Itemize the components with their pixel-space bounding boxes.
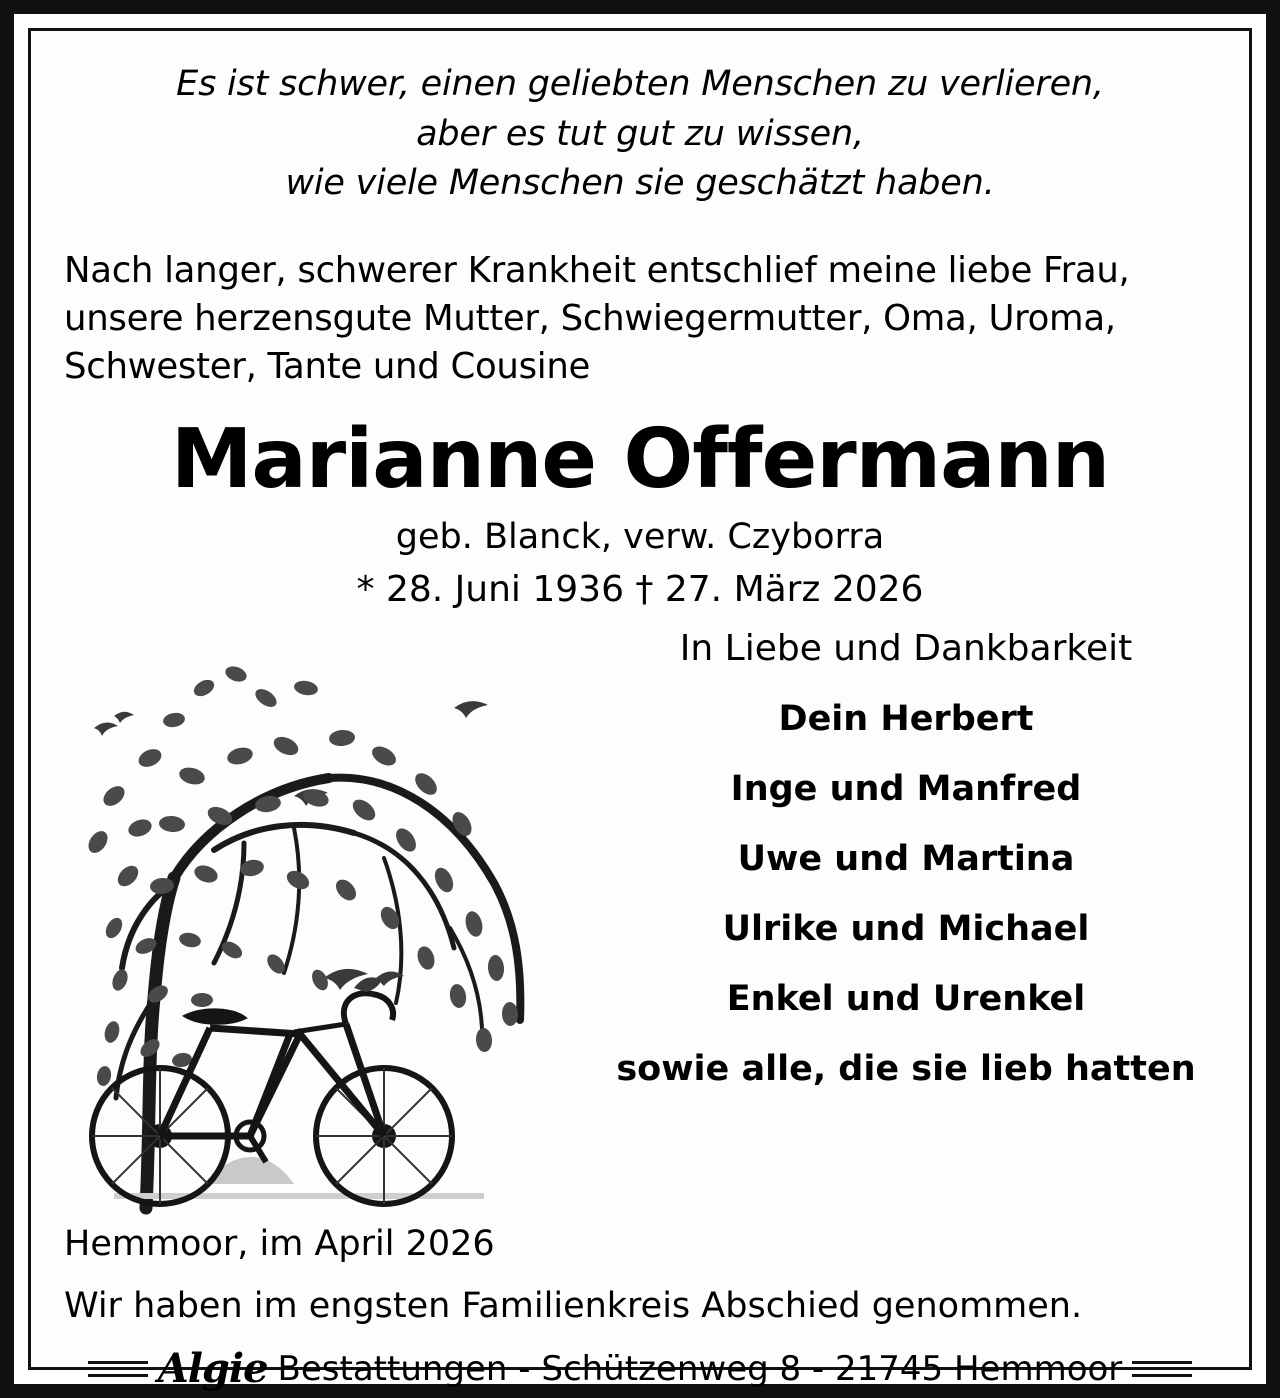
farewell-note: Wir haben im engsten Familienkreis Abschied genommen. (64, 1286, 1083, 1326)
deceased-name: Marianne Offermann (170, 411, 1110, 507)
verse-line-1: Es ist schwer, einen geliebten Menschen zu verlieren, (176, 64, 1104, 104)
mourner-1: Dein Herbert (778, 698, 1034, 739)
mourner-3: Uwe und Martina (737, 838, 1075, 879)
right-rule (1132, 1361, 1192, 1377)
intro-line-3: Schwester, Tante und Cousine (64, 345, 591, 387)
mourner-4: Ulrike und Michael (722, 908, 1090, 949)
verse-line-2: aber es tut gut zu wissen, (416, 113, 864, 154)
deceased-maiden-names: geb. Blanck, verw. Czyborra (395, 516, 885, 557)
notice-content (14, 14, 1266, 1392)
lower-section (64, 628, 1216, 1228)
mourners-block (596, 628, 1216, 1089)
intro-line-2: unsere herzensgute Mutter, Schwiegermutter, Oma, Uroma, (64, 297, 1116, 339)
mourner-5: Enkel und Urenkel (726, 978, 1086, 1019)
tree-with-bicycle-icon (54, 628, 574, 1228)
mourner-6: sowie alle, die sie lieb hatten (616, 1048, 1196, 1089)
intro-line-1: Nach langer, schwerer Krankheit entschlief meine liebe Frau, (64, 250, 1130, 292)
funeral-home-address: Bestattungen - Schützenweg 8 - 21745 Hemmoor (277, 1348, 1123, 1389)
mourner-2: Inge und Manfred (730, 768, 1082, 809)
intro-paragraph (64, 247, 1216, 391)
funeral-home-logo: Algie (157, 1345, 268, 1392)
deceased-dates: * 28. Juni 1936 † 27. März 2026 (356, 568, 924, 610)
funeral-home-bar (14, 1345, 1266, 1392)
place-and-date: Hemmoor, im April 2026 (64, 1224, 495, 1264)
verse-line-3: wie viele Menschen sie geschätzt haben. (285, 163, 995, 204)
opening-verse (64, 60, 1216, 209)
left-rule (88, 1361, 148, 1377)
mourners-lead: In Liebe und Dankbarkeit (679, 627, 1133, 669)
